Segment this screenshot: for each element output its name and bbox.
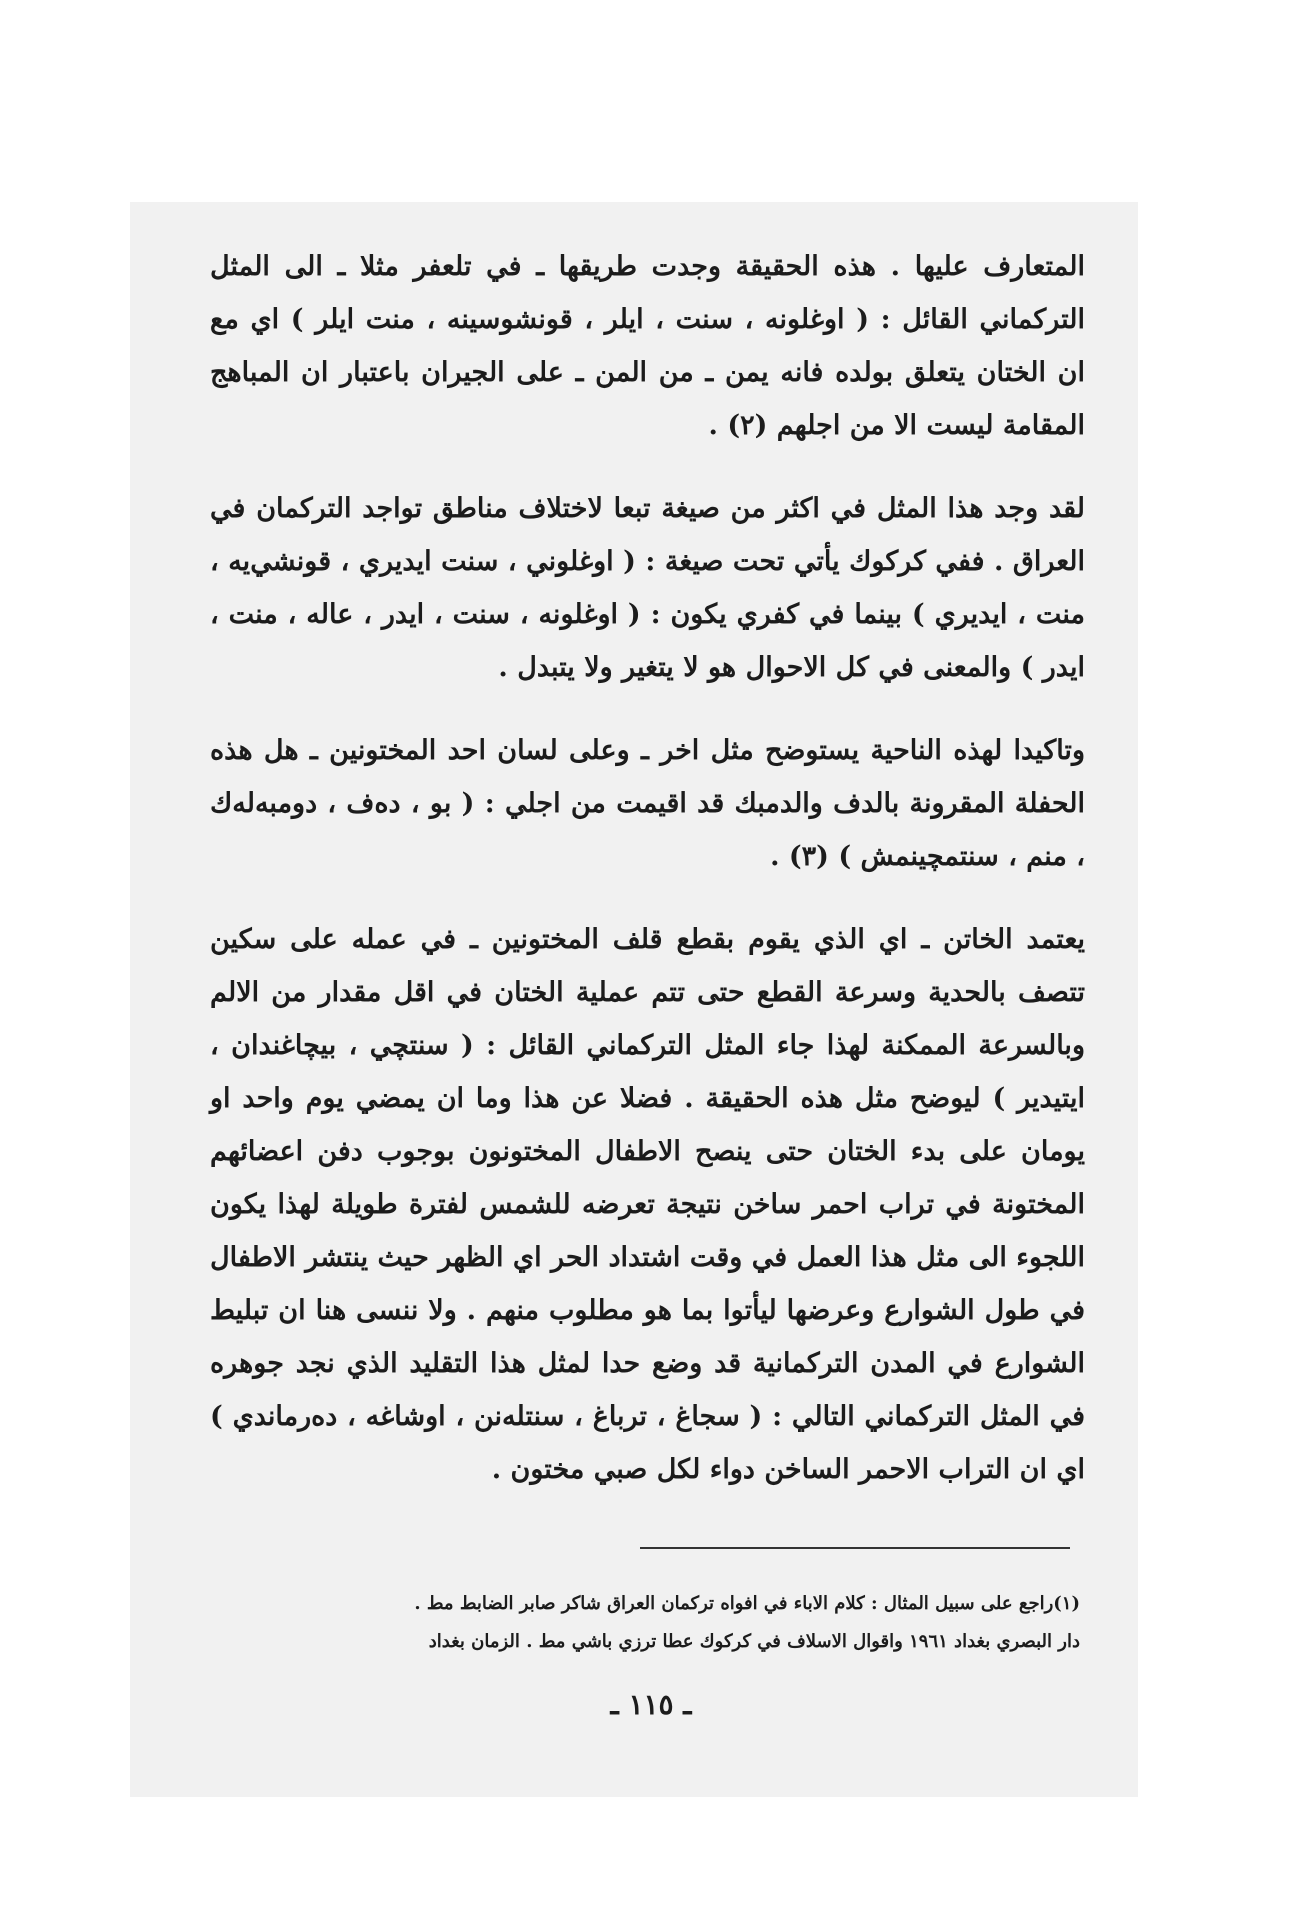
paragraph-4: يعتمد الخاتن ـ اي الذي يقوم بقطع قلف المختونين ـ في عمله على سكين تتصف بالحدية وسرعة القطع حتى تتم عملية الختان في اقل مقدار من الالم وبالسرعة الممكنة لهذا جاء المثل التركماني القائل : ( سنتچي ، بيچاغندان ، ايتيدير ) ليوضح مثل هذه الحقيقة . فضلا عن هذا وما ان يمضي يوم واحد او يومان على بدء الختان حتى ينصح الاطفال المختونون بوجوب دفن اعضائهم المختونة في تراب احمر ساخن نتيجة تعرضه للشمس لفترة طويلة لهذا يكون اللجوء الى مثل هذا العمل في وقت اشتداد الحر اي الظهر حيث ينتشر الاطفال في طول الشوارع وعرضها ليأتوا بما هو مطلوب منهم . ولا ننسى هنا ان تبليط الشوارع في المدن التركمانية قد وضع حدا لمثل هذا التقليد الذي نجد جوهره في المثل التركماني التالي : ( سجاغ ، ترباغ ، سنتله‌نن ، اوشاغه ، ده‌رماندي ) اي ان التراب الاحمر الساخن دواء لكل صبي مختون .: [210, 924, 1085, 1485]
paragraph-1: المتعارف عليها . هذه الحقيقة وجدت طريقها ـ في تلعفر مثلا ـ الى المثل التركماني القائل : ( اوغلونه ، سنت ، ايلر ، قونشوسينه ، منت ايلر ) اي مع ان الختان يتعلق بولده فانه يمن ـ من المن ـ على الجيران باعتبار ان المباهج المقامة ليست الا من اجلهم (٢) .: [210, 251, 1085, 441]
footnote-line-1: (١)راجع على سبيل المثال : كلام الاباء في افواه تركمان العراق شاكر صابر الضابط مط .: [414, 1593, 1080, 1614]
footnote-divider: [640, 1547, 1070, 1549]
paragraph-3: وتاكيدا لهذه الناحية يستوضح مثل اخر ـ وعلى لسان احد المختونين ـ هل هذه الحفلة المقرونة بالدف والدمبك قد اقيمت من اجلي : ( بو ، ده‌ف ، دومبه‌له‌ك ، منم ، سنتمچينمش ) (٣) .: [210, 735, 1085, 872]
footnote-line-2: دار البصري بغداد ١٩٦١ واقوال الاسلاف في كركوك عطا ترزي باشي مط . الزمان بغداد: [428, 1631, 1080, 1652]
footnotes: [200, 1585, 1080, 1661]
main-text: [210, 240, 1085, 1496]
page-number: ـ ١١٥ ـ: [610, 1688, 692, 1721]
paragraph-2: لقد وجد هذا المثل في اكثر من صيغة تبعا لاختلاف مناطق تواجد التركمان في العراق . ففي كركوك يأتي تحت صيغة : ( اوغلوني ، سنت ايديري ، قونشي‌يه ، منت ، ايديري ) بينما في كفري يكون : ( اوغلونه ، سنت ، ايدر ، عاله ، منت ، ايدر ) والمعنى في كل الاحوال هو لا يتغير ولا يتبدل .: [210, 493, 1085, 683]
